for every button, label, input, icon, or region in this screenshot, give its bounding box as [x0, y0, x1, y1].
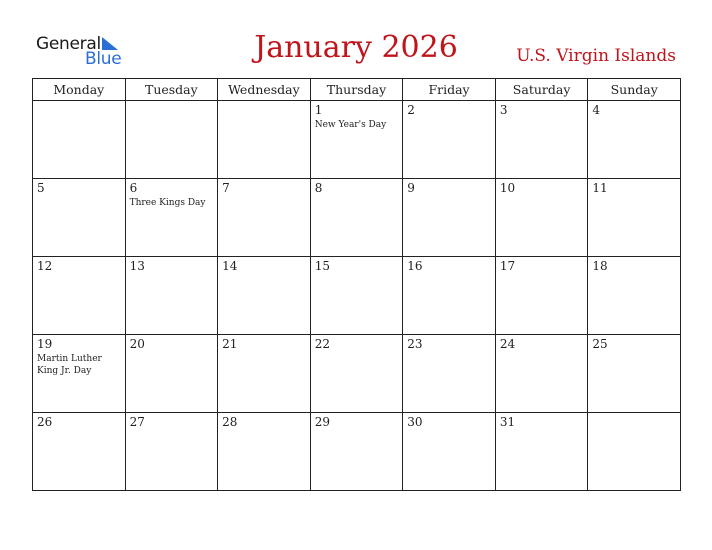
holiday-label [588, 351, 680, 353]
weekday-header: Saturday [495, 79, 588, 101]
day-number: 22 [314, 337, 330, 351]
day-number: 26 [37, 415, 53, 429]
holiday-label [496, 117, 588, 119]
holiday-label [496, 351, 588, 353]
weekday-header-row [33, 79, 681, 101]
day-cell [218, 101, 311, 179]
day-number: 27 [129, 415, 145, 429]
day-cell [588, 257, 681, 335]
weekday-header: Thursday [310, 79, 403, 101]
day-cell [403, 101, 496, 179]
holiday-label [403, 195, 495, 197]
holiday-label [588, 117, 680, 119]
day-number: 29 [314, 415, 330, 429]
day-cell [125, 257, 218, 335]
holiday-label [126, 103, 218, 105]
day-number: 8 [314, 181, 323, 195]
holiday-label [126, 351, 218, 353]
holiday-label [311, 429, 403, 431]
day-cell [218, 179, 311, 257]
calendar-grid [32, 78, 681, 491]
day-cell [125, 179, 218, 257]
day-number: 16 [407, 259, 423, 273]
logo-word-general: General [36, 34, 101, 54]
day-cell [588, 101, 681, 179]
day-cell [33, 179, 126, 257]
day-cell [403, 179, 496, 257]
day-cell [218, 413, 311, 491]
holiday-label [218, 195, 310, 197]
holiday-label [218, 351, 310, 353]
day-cell [403, 335, 496, 413]
day-number: 15 [314, 259, 330, 273]
holiday-label [403, 273, 495, 275]
week-row [33, 101, 681, 179]
day-cell [33, 257, 126, 335]
day-number: 11 [592, 181, 608, 195]
week-row [33, 257, 681, 335]
day-cell [125, 335, 218, 413]
day-cell [495, 257, 588, 335]
day-cell [33, 335, 126, 413]
day-cell [310, 101, 403, 179]
day-number: 7 [222, 181, 230, 195]
day-cell [310, 179, 403, 257]
day-number: 13 [129, 259, 145, 273]
holiday-label [311, 273, 403, 275]
day-cell [588, 335, 681, 413]
holiday-label [218, 429, 310, 431]
day-number: 9 [407, 181, 415, 195]
day-number: 2 [407, 103, 415, 117]
day-cell [495, 101, 588, 179]
day-number: 21 [222, 337, 238, 351]
holiday-label [126, 429, 218, 431]
day-number: 6 [129, 181, 138, 195]
day-cell [495, 179, 588, 257]
day-number: 19 [37, 337, 53, 351]
holiday-label [218, 273, 310, 275]
day-number: 1 [314, 103, 323, 117]
day-cell [310, 257, 403, 335]
day-number: 12 [37, 259, 53, 273]
holiday-label [403, 351, 495, 353]
holiday-label [588, 415, 680, 417]
holiday-label [496, 429, 588, 431]
day-cell [218, 335, 311, 413]
week-row [33, 335, 681, 413]
holiday-label [496, 273, 588, 275]
holiday-label: New Year's Day [314, 120, 387, 130]
day-number: 10 [499, 181, 516, 195]
holiday-label [33, 195, 125, 197]
holiday-label [588, 273, 680, 275]
day-cell [403, 413, 496, 491]
week-row [33, 179, 681, 257]
day-cell [588, 179, 681, 257]
weekday-header: Tuesday [125, 79, 218, 101]
day-cell [495, 335, 588, 413]
day-cell [33, 413, 126, 491]
day-cell [33, 101, 126, 179]
holiday-label: Three Kings Day [129, 198, 206, 208]
day-number: 17 [499, 259, 516, 273]
holiday-label [496, 195, 588, 197]
day-cell [588, 413, 681, 491]
day-number: 30 [407, 415, 423, 429]
day-cell [125, 413, 218, 491]
day-number: 25 [592, 337, 608, 351]
day-cell [310, 413, 403, 491]
day-cell [310, 335, 403, 413]
holiday-label [588, 195, 680, 197]
weekday-header: Friday [403, 79, 496, 101]
day-number: 5 [37, 181, 45, 195]
day-number: 23 [407, 337, 423, 351]
day-number: 14 [222, 259, 238, 273]
day-cell [495, 413, 588, 491]
calendar-title: January 2026 [254, 30, 458, 65]
holiday-label [403, 117, 495, 119]
holiday-label [218, 103, 310, 105]
day-cell [218, 257, 311, 335]
region-name: U.S. Virgin Islands [516, 46, 676, 66]
logo-word-blue: Blue [85, 49, 122, 69]
day-number: 31 [499, 415, 516, 429]
holiday-label [126, 273, 218, 275]
week-row [33, 413, 681, 491]
holiday-label [33, 103, 125, 105]
weekday-header: Monday [33, 79, 126, 101]
day-number: 3 [499, 103, 508, 117]
day-number: 4 [592, 103, 601, 117]
holiday-label [311, 195, 403, 197]
day-number: 28 [222, 415, 238, 429]
holiday-label [403, 429, 495, 431]
day-number: 24 [499, 337, 516, 351]
holiday-label [33, 273, 125, 275]
day-cell [125, 101, 218, 179]
day-cell [403, 257, 496, 335]
weekday-header: Sunday [588, 79, 681, 101]
day-number: 18 [592, 259, 608, 273]
day-number: 20 [129, 337, 145, 351]
holiday-label [33, 429, 125, 431]
holiday-label [311, 351, 403, 353]
holiday-label: Martin Luther King Jr. Day [37, 354, 102, 376]
weekday-header: Wednesday [218, 79, 311, 101]
